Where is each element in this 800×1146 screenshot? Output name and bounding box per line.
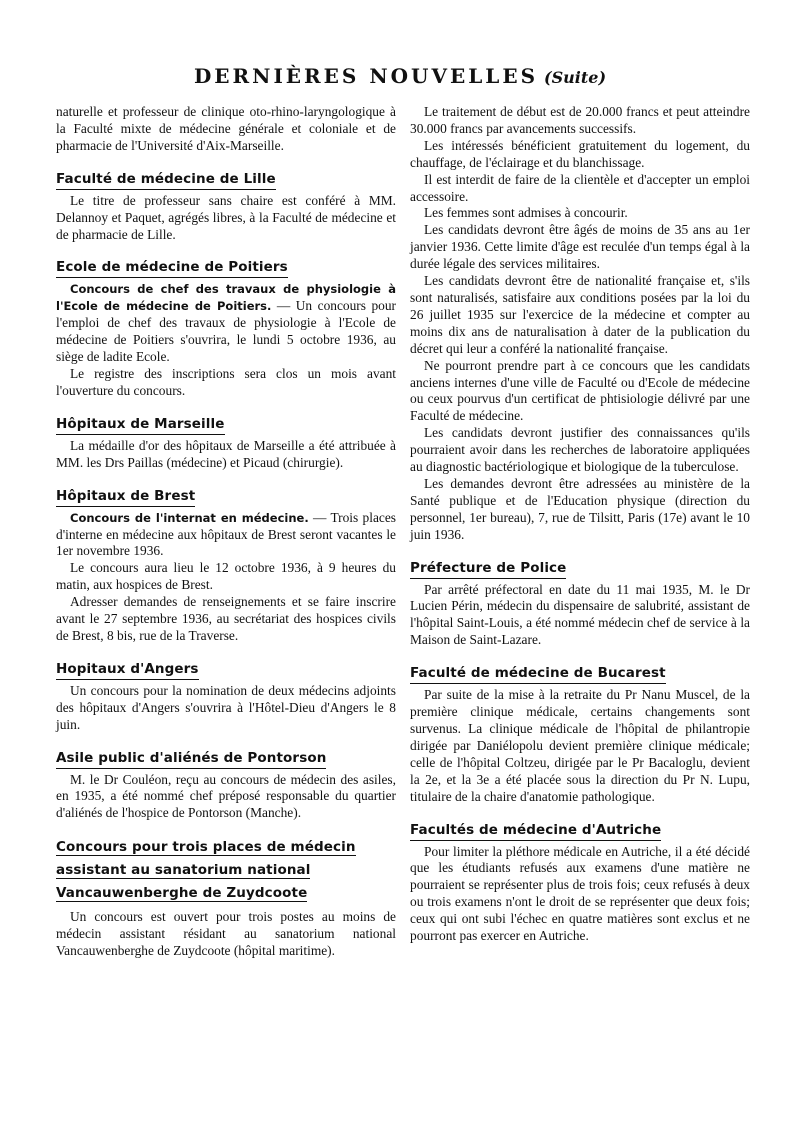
angers-paragraph: Un concours pour la nomination de deux médecins adjoints des hôpitaux d'Angers s'ouvrira à l'Hôtel-Dieu d'Angers le 8 juin. [56,682,396,732]
brest-paragraph [56,510,396,561]
bucarest-paragraph: Par suite de la mise à la retraite du Pr Nanu Muscel, de la première clinique médicale, certains changements sont survenus. La clinique médicale de l'hôpital de philantropie dirigée par Daniélopolu devient première clinique médicale; celle de l'hôpital Coltzeu, dirigée par le Pr Bacaloglu, devient la 2e, et la 3e a été placée sous la direction du Pr N. Lupu, titulaire de la chaire d'anatomie pathologique. [410,687,750,804]
autriche-paragraph: Pour limiter la pléthore médicale en Autriche, il a été décidé que les étudiants refusés aux examens d'une matière ne pourraient se représenter plus de trois fois; ceux refusés à deux ou trois examens n'ont le droit de se représenter que deux fois; ceux qui ont subi l'échec en quatre matières sont exclus et ne pourront pas exercer en Autriche. [410,843,750,944]
marseille-paragraph: La médaille d'or des hôpitaux de Marseille a été attribuée à MM. les Drs Paillas (médecine) et Picaud (chirurgie). [56,437,396,470]
intro-paragraph: naturelle et professeur de clinique oto-rhino-laryngologique à la Faculté mixte de médecine générale et coloniale et de pharmacie de l'Université d'Aix-Marseille. [56,104,396,153]
brest-text: — Trois places d'interne en médecine aux hôpitaux de Brest seront vacantes le 1er novembre 1936. [56,509,396,559]
page-title-text: DERNIÈRES NOUVELLES [193,64,539,88]
prefecture-paragraph: Par arrêté préfectoral en date du 11 mai 1935, M. le Dr Lucien Périn, médecin du dispensaire de salubrité, assistant de l'hôpital Saint-Louis, a été nommé médecin chef de service à la Maison de Saint-Lazare. [410,581,750,648]
right-paragraph-9: Les demandes devront être adressées au ministère de la Santé publique et de l'Education physique (direction du personnel, 1er bureau), 7, rue de Tilsitt, Paris (17e) avant le 10 juin 1936. [410,475,750,542]
page-title-suite: (Suite) [544,68,607,87]
brest-lead: Concours de l'internat en médecine. [70,510,309,525]
section-heading-prefecture: Préfecture de Police [410,560,566,579]
zuydcoote-heading-text: Concours pour trois places de médecin assistant au sanatorium national Vancauwenberghe de Zuydcoote [56,839,356,902]
poitiers-lead: Concours de chef des travaux de physiologie à l'Ecole de médecine de Poitiers. [56,282,396,314]
zuydcoote-paragraph: Un concours est ouvert pour trois postes au moins de médecin assistant résidant au sanatorium national Vancauwenberghe de Zuydcoote (hôpital maritime). [56,909,396,959]
section-heading-lille: Faculté de médecine de Lille [56,171,276,190]
poitiers-paragraph [56,281,396,366]
right-paragraph-6: Les candidats devront être de nationalité française et, s'ils sont naturalisés, satisfaire aux conditions posées par la loi du 26 juillet 1935 sur l'exercice de la médecine et compter au moins dix ans de naturalisation à dater de la publication du décret qui leur a conféré la nationalité française. [410,273,750,356]
brest-paragraph-3: Adresser demandes de renseignements et se faire inscrire avant le 27 septembre 1936, au secrétariat des hospices civils de Brest, 8 bis, rue de la Traverse. [56,594,396,643]
section-heading-autriche: Facultés de médecine d'Autriche [410,822,661,841]
right-column [410,104,750,945]
right-paragraph-1: Le traitement de début est de 20.000 francs et peut atteindre 30.000 francs par avancements successifs. [410,104,750,136]
right-paragraph-3: Il est interdit de faire de la clientèle et d'accepter un emploi accessoire. [410,171,750,204]
pontorson-paragraph: M. le Dr Couléon, reçu au concours de médecin des asiles, en 1935, a été nommé chef préposé responsable du quartier d'aliénés de l'hospice de Pontorson (Manche). [56,771,396,821]
section-heading-zuydcoote [56,836,396,906]
brest-paragraph-2: Le concours aura lieu le 12 octobre 1936, à 9 heures du matin, aux hospices de Brest. [56,560,396,593]
right-paragraph-4: Les femmes sont admises à concourir. [424,205,628,221]
section-heading-brest: Hôpitaux de Brest [56,488,195,507]
right-paragraph-7: Ne pourront prendre part à ce concours que les candidats anciens internes d'une ville de Faculté ou d'Ecole de médecine ou ceux pourvus d'un certificat de phtisiologie délivré par une Faculté de médecine. [410,357,750,424]
left-column [56,104,396,960]
right-paragraph-2: Les intéressés bénéficient gratuitement du logement, du chauffage, de l'éclairage et du blanchissage. [410,137,750,170]
section-heading-poitiers: Ecole de médecine de Poitiers [56,259,288,278]
page-title [0,64,800,88]
section-heading-pontorson: Asile public d'aliénés de Pontorson [56,750,326,769]
poitiers-paragraph-2: Le registre des inscriptions sera clos un mois avant l'ouverture du concours. [56,365,396,398]
section-heading-angers: Hopitaux d'Angers [56,661,199,680]
right-paragraph-5: Les candidats devront être âgés de moins de 35 ans au 1er janvier 1936. Cette limite d'âge est reculée d'un temps égal à la durée légale des services militaires. [410,222,750,272]
right-paragraph-8: Les candidats devront justifier des connaissances qu'ils pourraient avoir dans les recherches de laboratoire appliquées au diagnostic bactériologique et biologique de la tuberculose. [410,425,750,475]
section-heading-bucarest: Faculté de médecine de Bucarest [410,665,666,684]
poitiers-text: — Un concours pour l'emploi de chef des travaux de physiologie à l'Ecole de médecine de Poitiers s'ouvrira, le lundi 5 octobre 1936, au siège de ladite Ecole. [56,298,396,365]
section-heading-marseille: Hôpitaux de Marseille [56,416,225,435]
lille-paragraph: Le titre de professeur sans chaire est conféré à MM. Delannoy et Paquet, agrégés libres, à la Faculté de médecine et de pharmacie de Lille. [56,192,396,242]
